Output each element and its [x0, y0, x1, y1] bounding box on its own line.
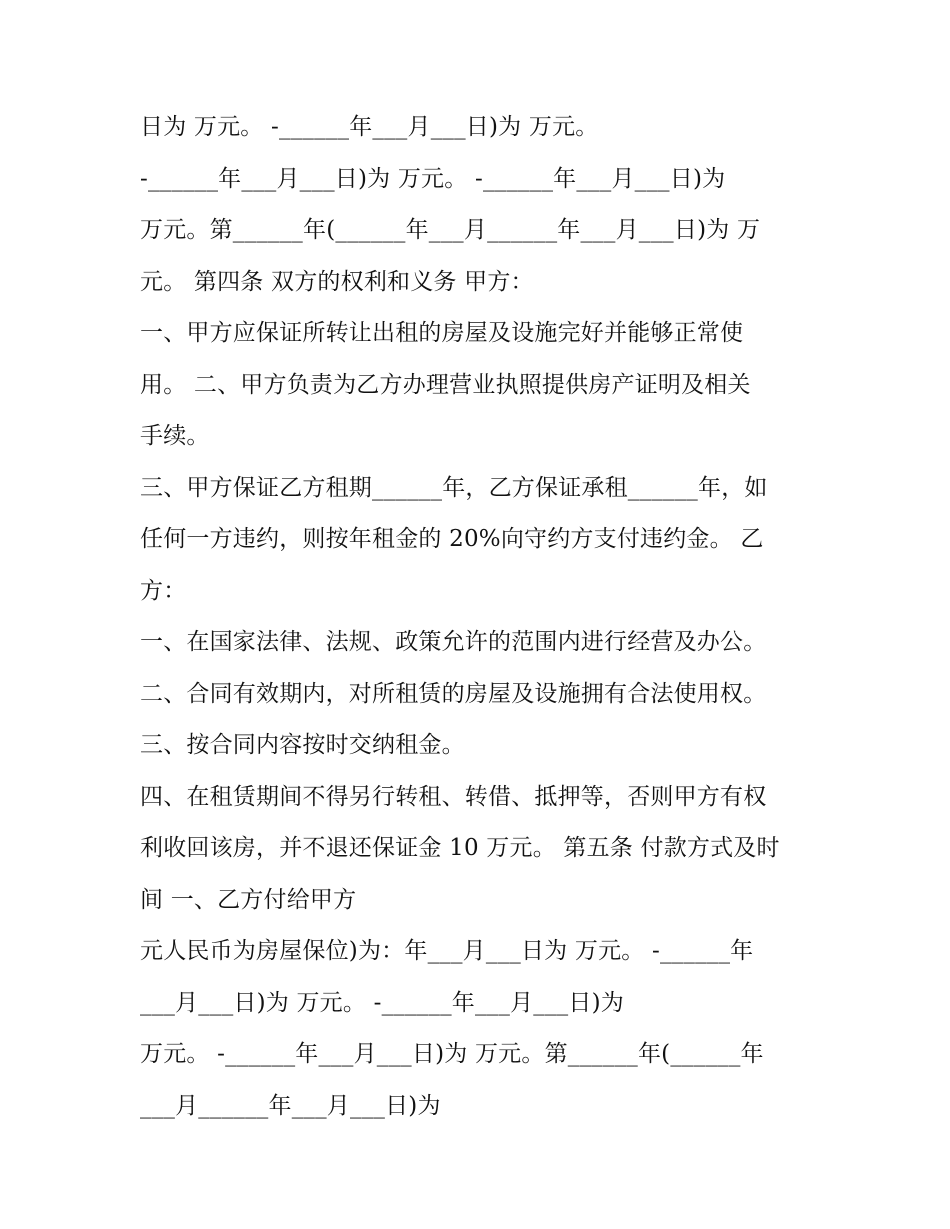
text-line-2: -______年___月___日)为 万元。 -______年___月___日)为 — [140, 165, 726, 192]
text-line-6: 用。 二、甲方负责为乙方办理营业执照提供房产证明及相关 — [140, 371, 751, 398]
text-line-8: 三、甲方保证乙方租期______年，乙方保证承租______年，如 — [140, 474, 768, 501]
text-line-16: 间 一、乙方付给甲方 — [140, 886, 357, 913]
text-line-17: 元人民币为房屋保位)为：年___月___日为 万元。 -______年 — [140, 938, 754, 964]
text-line-3: 万元。第______年(______年___月______年___月___日)为 万 — [140, 217, 761, 243]
text-line-12: 二、合同有效期内，对所租赁的房屋及设施拥有合法使用权。 — [140, 680, 767, 707]
text-line-9: 任何一方违约，则按年租金的 20%向守约方支付违约金。 乙 — [140, 526, 764, 552]
text-line-4: 元。 第四条 双方的权利和义务 甲方： — [140, 268, 534, 295]
text-line-19: 万元。 -______年___月___日)为 万元。第______年(______年 — [140, 1041, 764, 1067]
text-line-13: 三、按合同内容按时交纳租金。 — [140, 732, 465, 758]
document-page — [140, 102, 830, 1132]
text-line-7: 手续。 — [140, 423, 210, 449]
text-line-5: 一、甲方应保证所转让出租的房屋及设施完好并能够正常使 — [140, 320, 744, 346]
text-line-15: 利收回该房，并不退还保证金 10 万元。 第五条 付款方式及时 — [140, 835, 780, 861]
text-line-18: ___月___日)为 万元。 -______年___月___日)为 — [140, 989, 624, 1016]
text-line-14: 四、在租赁期间不得另行转租、转借、抵押等，否则甲方有权 — [140, 783, 767, 810]
text-line-20: ___月______年___月___日)为 — [140, 1092, 441, 1119]
text-line-10: 方： — [140, 577, 187, 604]
text-line-1: 日为 万元。 -______年___月___日)为 万元。 — [140, 114, 599, 140]
text-line-11: 一、在国家法律、法规、政策允许的范围内进行经营及办公。 — [140, 629, 767, 655]
